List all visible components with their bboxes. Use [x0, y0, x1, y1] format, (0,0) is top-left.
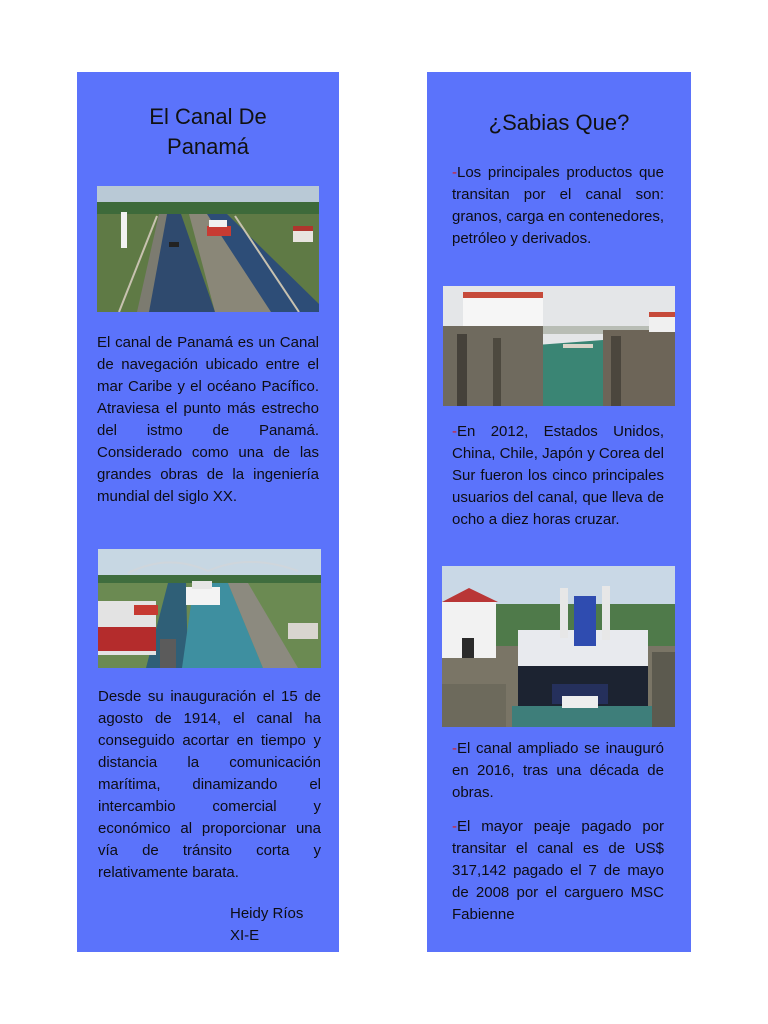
fact-1-text: Los principales productos que transitan por el canal son: granos, carga en contenedores, petróleo y derivados.: [452, 164, 664, 247]
left-title: [77, 102, 339, 162]
author-group: XI-E: [230, 927, 260, 944]
fact-4: [452, 816, 664, 926]
left-paragraph-2: Desde su inauguración el 15 de agosto de 1914, el canal ha conseguido acortar en tiempo y distancia la comunicación marítima, dinamizando el intercambio comercial y económico al proporcionar una vía de tránsito corta y relativamente barata.: [98, 688, 321, 881]
left-title-line2: Panamá: [167, 134, 249, 159]
canal-ships-photo: [98, 549, 321, 668]
fact-3-dash: -: [452, 740, 457, 757]
fact-3: [452, 738, 664, 804]
left-title-line1: El Canal De: [149, 104, 267, 129]
right-panel: [427, 72, 691, 952]
author-name: Heidy Ríos: [230, 905, 304, 922]
right-title: ¿Sabias Que?: [488, 110, 630, 135]
fact-2: [452, 421, 664, 531]
lock-gates-photo: [443, 286, 675, 406]
fact-2-dash: -: [452, 423, 457, 440]
fact-4-text: El mayor peaje pagado por transitar el canal es de US$ 317,142 pagado el 7 de mayo de 2008 por el carguero MSC Fabienne: [452, 818, 664, 923]
left-panel: [77, 72, 339, 952]
fact-4-dash: -: [452, 818, 457, 835]
fact-1-dash: -: [452, 164, 457, 181]
left-paragraph-1: El canal de Panamá es un Canal de navegación ubicado entre el mar Caribe y el océano Pacífico. Atraviesa el punto más estrecho del istmo de Panamá. Considerado como una de las grandes obras de la ingeniería mundial del siglo XX.: [97, 334, 319, 505]
fact-1: [452, 162, 664, 250]
fact-2-text: En 2012, Estados Unidos, China, Chile, Japón y Corea del Sur fueron los cinco principales usuarios del canal, que lleva de ocho a diez horas cruzar.: [452, 423, 664, 528]
canal-locks-photo: [97, 186, 319, 312]
fact-3-text: El canal ampliado se inauguró en 2016, tras una década de obras.: [452, 740, 664, 801]
cargo-ship-photo: [442, 566, 675, 727]
